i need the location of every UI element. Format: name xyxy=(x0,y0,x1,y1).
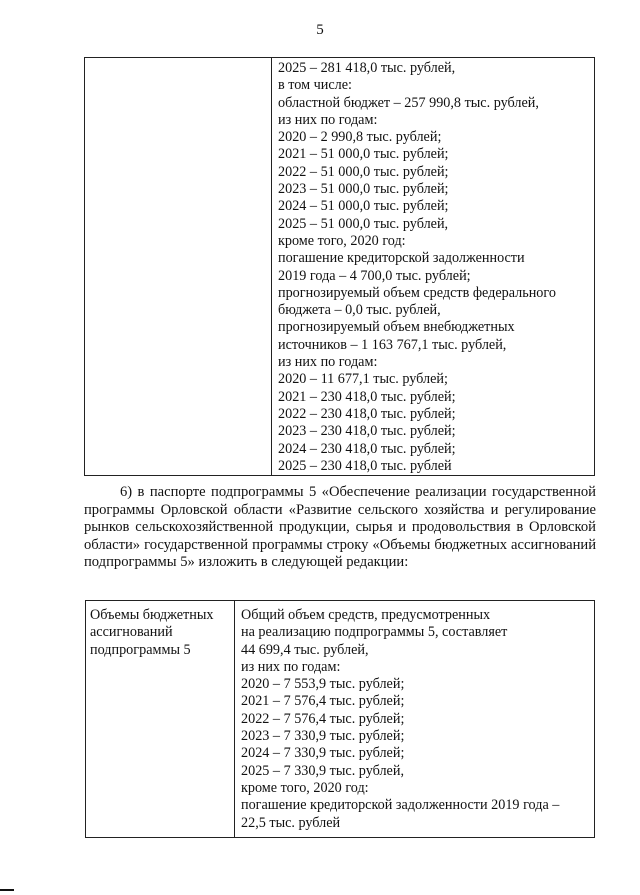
table-line: 2021 – 51 000,0 тыс. рублей; xyxy=(278,146,449,163)
table-line: 2024 – 230 418,0 тыс. рублей; xyxy=(278,440,456,457)
table-line: в том числе: xyxy=(278,77,352,94)
table-line: 2023 – 230 418,0 тыс. рублей; xyxy=(278,423,456,440)
table-row xyxy=(85,58,595,476)
table-line: кроме того, 2020 год: xyxy=(241,779,369,796)
paragraph-text: 6) в паспорте подпрограммы 5 «Обеспечение реализации государственной программы Орловской области «Развитие сельского хозяйства и регулирование рынков сельскохозяйственной продукции, сырья и продовольствия в Орловской области» государственной программы строку «Объемы бюджетных ассигнований подпрограммы 5» изложить в следующей редакции: xyxy=(84,484,596,571)
table-line: 2023 – 51 000,0 тыс. рублей; xyxy=(278,181,449,198)
table-line: областной бюджет – 257 990,8 тыс. рублей, xyxy=(278,94,539,111)
table-line: из них по годам: xyxy=(278,354,378,371)
table-line: 2025 – 230 418,0 тыс. рублей xyxy=(278,457,452,474)
table-line: 2020 – 7 553,9 тыс. рублей; xyxy=(241,676,405,693)
page-number: 5 xyxy=(316,22,324,38)
table-line: прогнозируемый объем внебюджетных xyxy=(278,319,515,336)
table-cell-label xyxy=(86,601,235,838)
table-line: погашение кредиторской задолженности 2019 года – xyxy=(241,797,560,814)
table-line: 2025 – 7 330,9 тыс. рублей, xyxy=(241,762,404,779)
table-line: 2022 – 51 000,0 тыс. рублей; xyxy=(278,163,449,180)
table-line: 2025 – 51 000,0 тыс. рублей, xyxy=(278,215,449,232)
table-line: 2022 – 230 418,0 тыс. рублей; xyxy=(278,405,456,422)
table-row xyxy=(86,601,595,838)
table-line: прогнозируемый объем средств федерального xyxy=(278,284,556,301)
table-line: 2023 – 7 330,9 тыс. рублей; xyxy=(241,728,405,745)
table-line: 2020 – 2 990,8 тыс. рублей; xyxy=(278,129,442,146)
table-line: 2021 – 230 418,0 тыс. рублей; xyxy=(278,388,456,405)
amendment-paragraph xyxy=(84,484,596,572)
table-line: из них по годам: xyxy=(241,658,341,675)
table-line: Общий объем средств, предусмотренных xyxy=(241,607,491,623)
table-line: на реализацию подпрограммы 5, составляет xyxy=(241,624,508,641)
row-label: Объемы бюджетных ассигнований подпрограммы 5 xyxy=(90,607,214,658)
table-cell-values xyxy=(272,58,595,476)
budget-table-subprogram-5 xyxy=(85,600,595,838)
table-line: кроме того, 2020 год: xyxy=(278,232,406,249)
table-line: 2024 – 51 000,0 тыс. рублей; xyxy=(278,198,449,215)
table-cell-label-empty xyxy=(85,58,272,476)
table-line: 2025 – 281 418,0 тыс. рублей, xyxy=(278,60,456,76)
table-line: 2020 – 11 677,1 тыс. рублей; xyxy=(278,371,448,388)
table-line: 2021 – 7 576,4 тыс. рублей; xyxy=(241,693,405,710)
table-line: бюджета – 0,0 тыс. рублей, xyxy=(278,302,441,319)
table-line: источников – 1 163 767,1 тыс. рублей, xyxy=(278,336,507,353)
budget-table-continued xyxy=(84,57,595,476)
table-line: 2022 – 7 576,4 тыс. рублей; xyxy=(241,710,405,727)
margin-mark xyxy=(0,889,14,891)
table-line: 2019 года – 4 700,0 тыс. рублей; xyxy=(278,267,471,284)
table-cell-values xyxy=(235,601,595,838)
table-line: из них по годам: xyxy=(278,111,378,128)
table-line: погашение кредиторской задолженности xyxy=(278,250,525,267)
table-line: 2024 – 7 330,9 тыс. рублей; xyxy=(241,745,405,762)
table-line: 22,5 тыс. рублей xyxy=(241,814,341,831)
table-line: 44 699,4 тыс. рублей, xyxy=(241,641,369,658)
